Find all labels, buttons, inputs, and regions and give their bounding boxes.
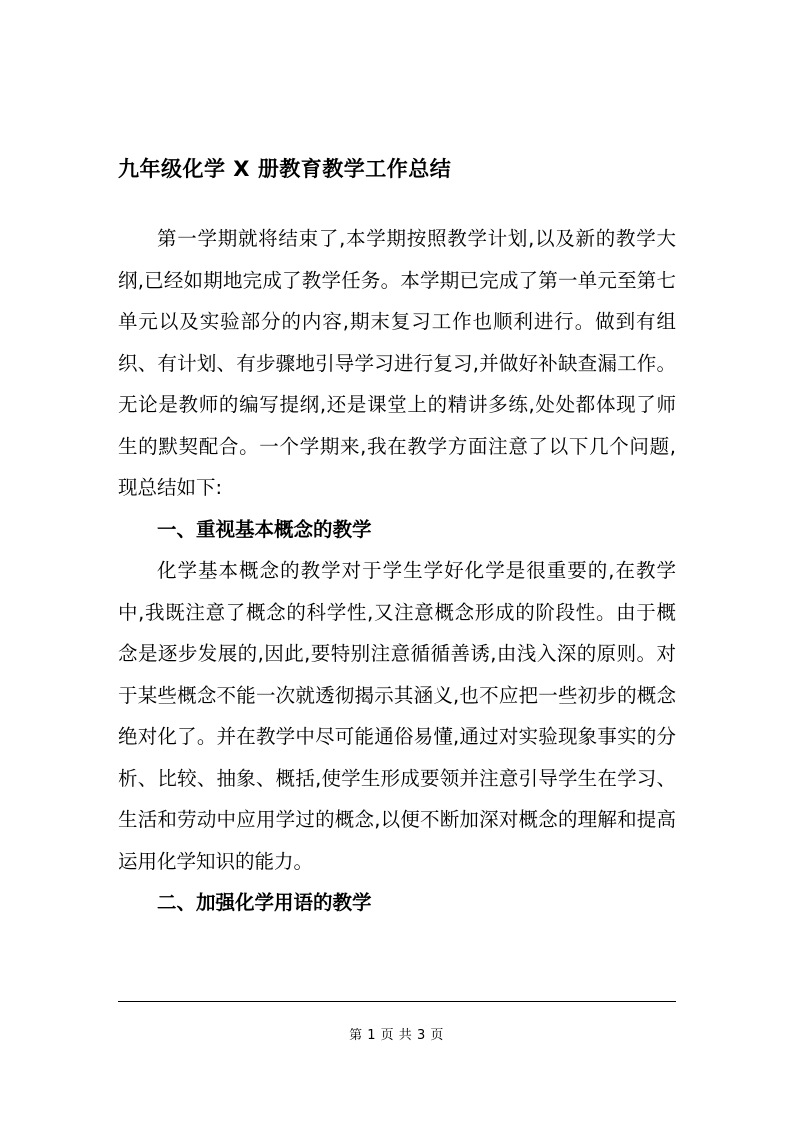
page-number-footer: 第 1 页 共 3 页 xyxy=(349,1028,444,1043)
section-heading-2: 二、加强化学用语的教学 xyxy=(157,891,372,914)
paragraph-2: 化学基本概念的教学对于学生学好化学是很重要的,在教学中,我既注意了概念的科学性,又注意概念形成的阶段性。由于概念是逐步发展的,因此,要特别注意循循善诱,由浅入深的原则。对于某些概念不能一次就透彻揭示其涵义,也不应把一些初步的概念绝对化了。并在教学中尽可能通俗易懂,通过对实验现象事实的分析、比较、抽象、概括,使学生形成要领并注意引导学生在学习、生活和劳动中应用学过的概念,以便不断加深对概念的理解和提高运用化学知识的能力。 xyxy=(118,559,676,873)
footer-divider xyxy=(118,1001,676,1002)
document-body xyxy=(118,0,676,924)
section-heading-1: 一、重视基本概念的教学 xyxy=(157,517,372,541)
paragraph-1: 第一学期就将结束了,本学期按照教学计划,以及新的教学大纲,已经如期地完成了教学任务。本学期已完成了第一单元至第七单元以及实验部分的内容,期末复习工作也顺利进行。做到有组织、有计划、有步骤地引导学习进行复习,并做好补缺查漏工作。无论是教师的编写提纲,还是课堂上的精讲多练,处处都体现了师生的默契配合。一个学期来,我在教学方面注意了以下几个问题,现总结如下: xyxy=(118,227,676,499)
page-title: 九年级化学 X 册教育教学工作总结 xyxy=(118,157,452,181)
